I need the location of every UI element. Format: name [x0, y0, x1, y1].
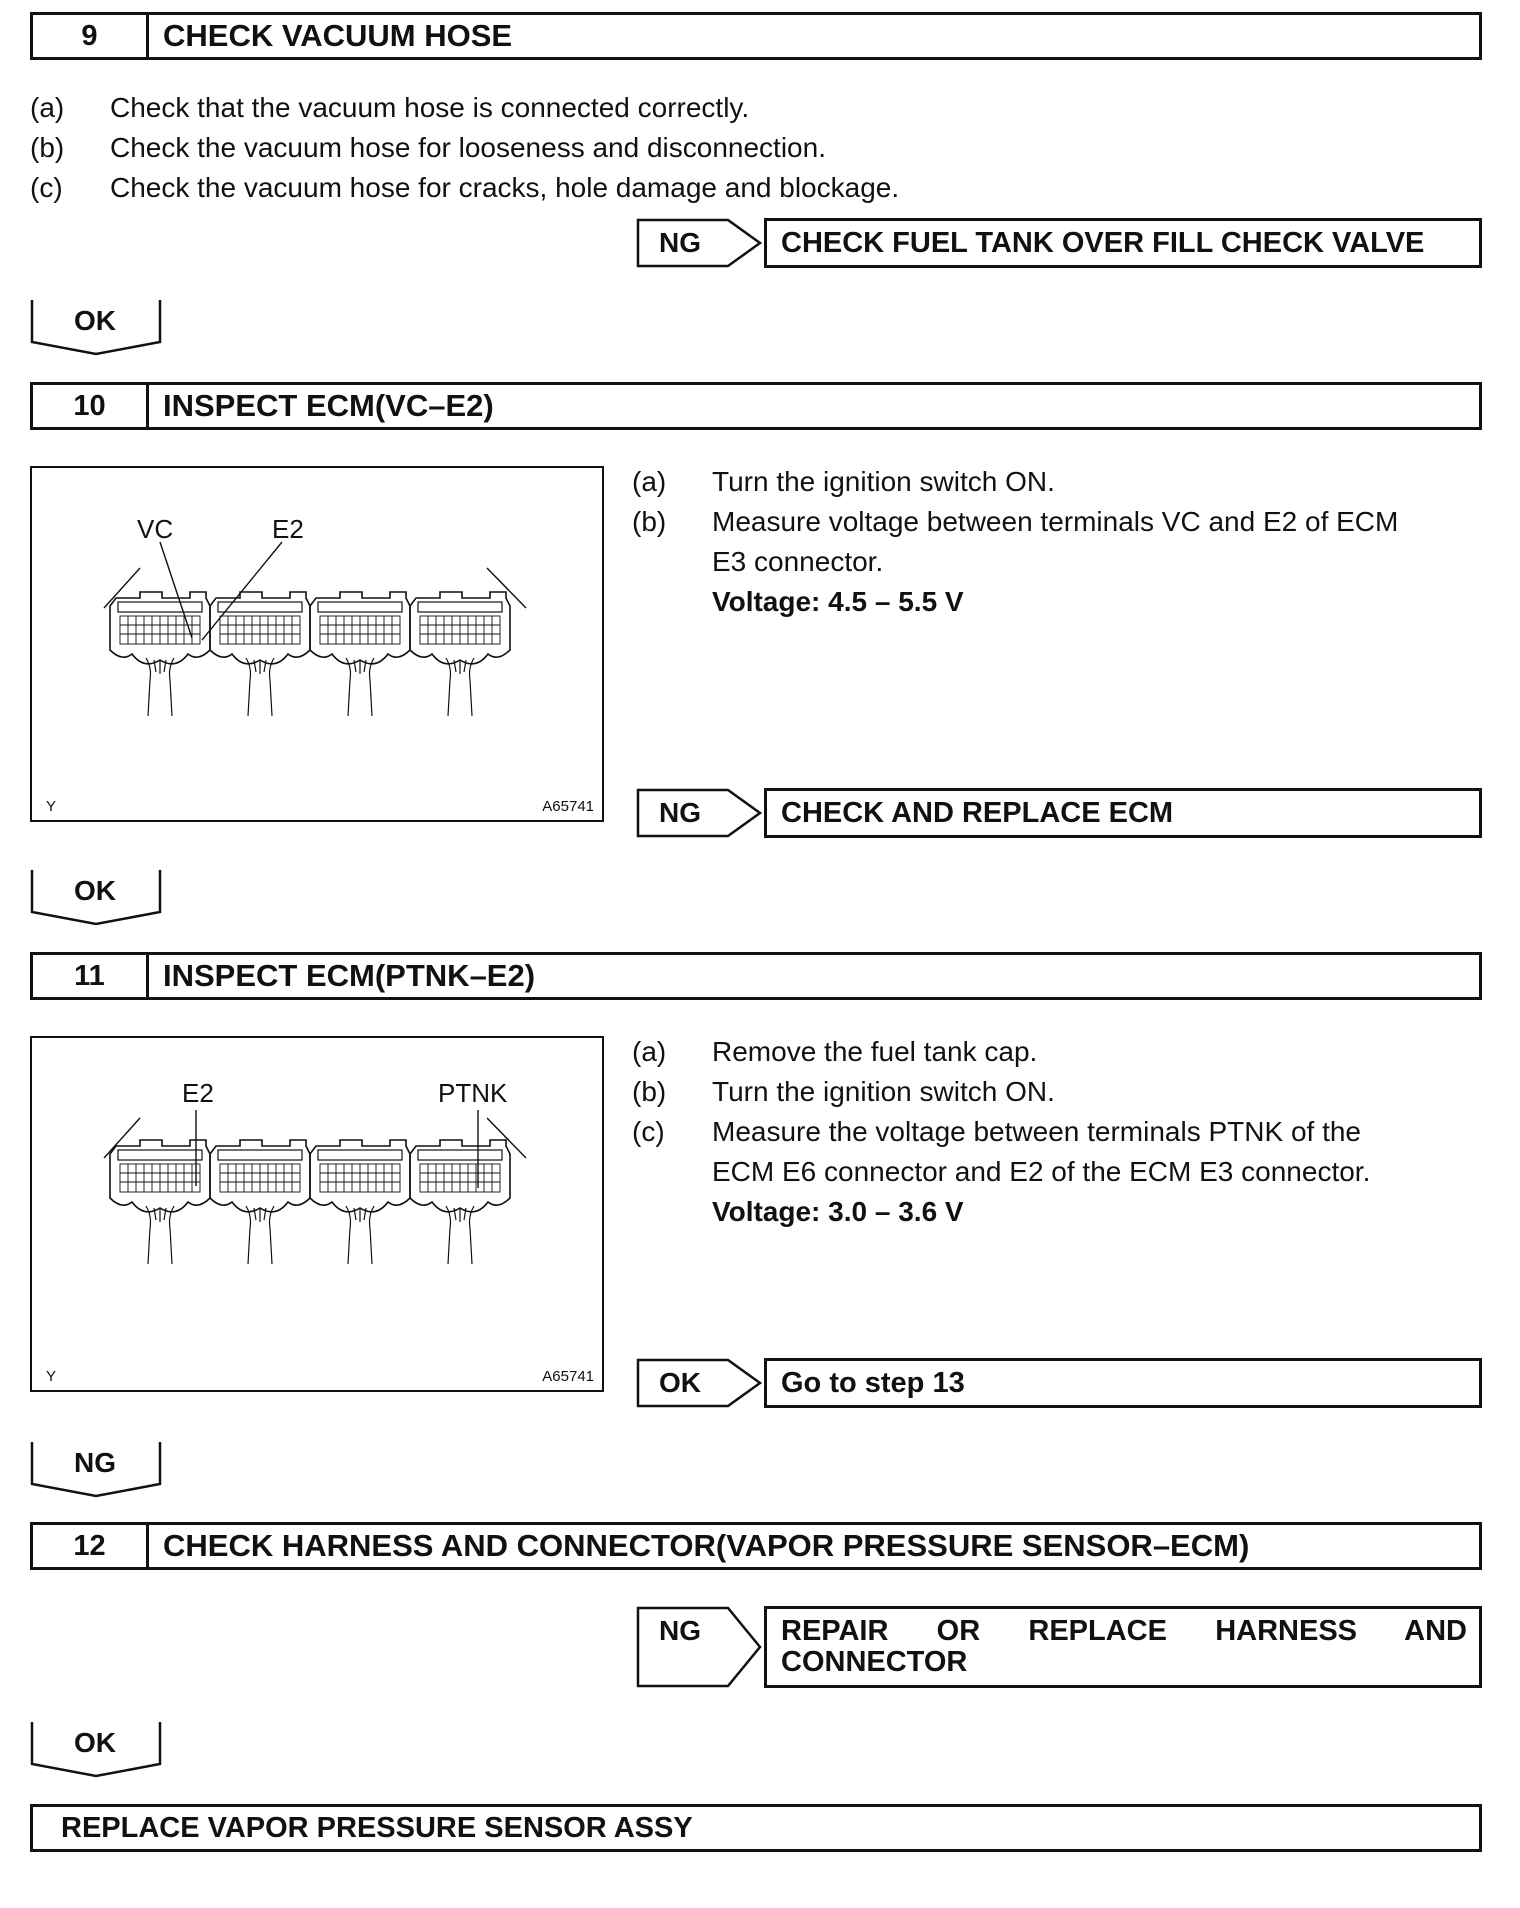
item-marker: (c)	[30, 172, 63, 203]
item-marker: (a)	[30, 92, 65, 123]
branch-result-line: CONNECTOR	[781, 1646, 968, 1678]
connector-illustration	[32, 468, 606, 824]
figure-corner-code: Y	[46, 1368, 57, 1385]
item-marker: (b)	[30, 132, 65, 163]
branch-label: NG	[659, 227, 701, 258]
step-title: INSPECT ECM(PTNK–E2)	[163, 958, 536, 993]
next-label: OK	[74, 875, 116, 906]
ecm-connector-figure-ptnk-e2	[30, 1036, 604, 1392]
item-text-cont: ECM E6 connector and E2 of the ECM E3 connector.	[712, 1156, 1371, 1187]
branch-label: NG	[659, 1615, 701, 1646]
ecm-connector-figure-vc-e2	[30, 466, 604, 822]
next-tag-ok	[30, 868, 172, 926]
step-number: 9	[33, 15, 149, 57]
next-tag-ok	[30, 1720, 172, 1778]
next-tag-ok	[30, 298, 172, 356]
item-text: Check the vacuum hose for looseness and disconnection.	[110, 132, 826, 163]
branch-label: NG	[659, 797, 701, 828]
item-marker: (c)	[632, 1116, 665, 1147]
next-label: OK	[74, 1727, 116, 1758]
branch-result-line: REPAIR OR REPLACE HARNESS AND	[781, 1615, 1467, 1647]
pin-label-e2: E2	[182, 1078, 214, 1108]
branch-arrow-ng	[636, 788, 766, 838]
step-number: 11	[33, 955, 149, 997]
step-number: 12	[33, 1525, 149, 1567]
branch-result: CHECK AND REPLACE ECM	[764, 788, 1482, 838]
item-text-cont: E3 connector.	[712, 546, 884, 577]
step-10-header	[30, 382, 1482, 430]
next-label: NG	[74, 1447, 116, 1478]
branch-result: Go to step 13	[764, 1358, 1482, 1408]
step-12-header	[30, 1522, 1482, 1570]
pin-label-vc: VC	[137, 514, 174, 544]
item-text: Check that the vacuum hose is connected correctly.	[110, 92, 750, 123]
step-title: INSPECT ECM(VC–E2)	[163, 388, 494, 423]
next-label: OK	[74, 305, 116, 336]
final-title: REPLACE VAPOR PRESSURE SENSOR ASSY	[61, 1811, 693, 1844]
step-number: 10	[33, 385, 149, 427]
step-9-header	[30, 12, 1482, 60]
item-text: Turn the ignition switch ON.	[712, 466, 1055, 497]
connector-illustration	[32, 1038, 606, 1394]
item-text: Remove the fuel tank cap.	[712, 1036, 1038, 1067]
next-tag-ng	[30, 1440, 172, 1498]
item-text: Check the vacuum hose for cracks, hole damage and blockage.	[110, 172, 900, 203]
item-marker: (b)	[632, 1076, 667, 1107]
pin-label-ptnk: PTNK	[438, 1078, 508, 1108]
branch-arrow-ok	[636, 1358, 766, 1408]
branch-arrow-ng	[636, 218, 766, 268]
item-text: Turn the ignition switch ON.	[712, 1076, 1055, 1107]
voltage-spec: Voltage: 4.5 – 5.5 V	[712, 586, 964, 617]
branch-label: OK	[659, 1367, 701, 1398]
pin-label-e2: E2	[272, 514, 304, 544]
figure-id: A65741	[542, 1368, 594, 1385]
branch-result	[764, 1606, 1482, 1688]
figure-id: A65741	[542, 798, 594, 815]
item-text: Measure voltage between terminals VC and E2 of ECM	[712, 506, 1399, 537]
step-title: CHECK VACUUM HOSE	[163, 18, 513, 53]
item-marker: (b)	[632, 506, 667, 537]
voltage-spec: Voltage: 3.0 – 3.6 V	[712, 1196, 964, 1227]
step-11-header	[30, 952, 1482, 1000]
item-marker: (a)	[632, 1036, 667, 1067]
figure-corner-code: Y	[46, 798, 57, 815]
final-action-box	[30, 1804, 1482, 1852]
item-marker: (a)	[632, 466, 667, 497]
branch-arrow-ng	[636, 1606, 766, 1688]
item-text: Measure the voltage between terminals PTNK of the	[712, 1116, 1362, 1147]
branch-result: CHECK FUEL TANK OVER FILL CHECK VALVE	[764, 218, 1482, 268]
step-title: CHECK HARNESS AND CONNECTOR(VAPOR PRESSURE SENSOR–ECM)	[163, 1528, 1250, 1563]
